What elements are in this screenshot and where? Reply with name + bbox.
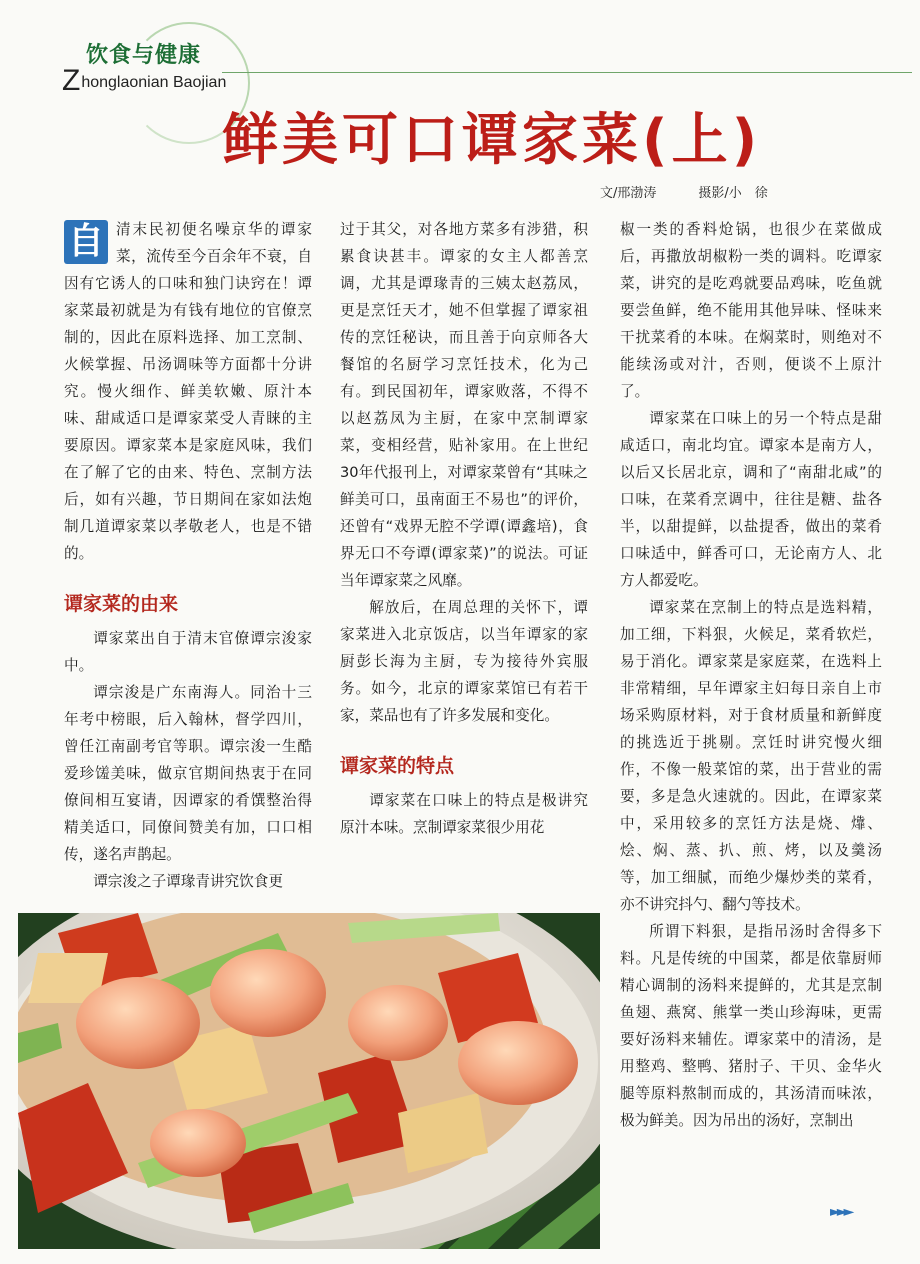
paragraph: 谭家菜在口味上的特点是极讲究原汁本味。烹制谭家菜很少用花 (340, 792, 588, 836)
paragraph: 谭宗浚是广东南海人。同治十三年考中榜眼，后入翰林，督学四川，曾任江南副考官等职。谭宗浚一生酷爱珍馐美味，做京官期间热衷于在同僚间相互宴请，因谭家的肴馔整治得精美适口，同僚间赞美有加，口口相传，遂名声鹊起。 (64, 684, 312, 863)
paragraph: 椒一类的香料炝锅，也很少在菜做成后，再撒放胡椒粉一类的调料。吃谭家菜，讲究的是吃鸡就要品鸡味，吃鱼就要尝鱼鲜，绝不能用其他异味、怪味来干扰菜肴的本味。在焖菜时，则绝对不能续汤或对汁，否则，便谈不上原汁了。 (620, 221, 882, 400)
paragraph: 过于其父，对各地方菜多有涉猎，积累食诀甚丰。谭家的女主人都善烹调，尤其是谭瑑青的三姨太赵荔凤，更是烹饪天才，她不但掌握了谭家祖传的烹饪秘诀，而且善于向京师各大餐馆的名厨学习烹饪技术，化为己有。到民国初年，谭家败落，不得不以赵荔凤为主厨，在家中烹制谭家菜，变相经营，贴补家用。在上世纪30年代报刊上，对谭家菜曾有“其味之鲜美可口，虽南面王不易也”的评价，还曾有“戏界无腔不学谭(谭鑫培)，食界无口不夸谭(谭家菜)”的说法。可证当年谭家菜之风靡。 (340, 221, 588, 589)
section-heading-features: 谭家菜的特点 (340, 755, 455, 777)
paragraph: 所谓下料狠，是指吊汤时舍得多下料。凡是传统的中国菜，都是依靠厨师精心调制的汤料来提鲜的，尤其是烹制鱼翅、燕窝、熊掌一类山珍海味，更需要好汤料来辅佐。谭家菜中的清汤，是用整鸡、整鸭、猪肘子、干贝、金华火腿等原料熬制而成的，其汤清而味浓，极为鲜美。因为吊出的汤好，烹制出 (620, 923, 882, 1129)
intro-paragraph (64, 216, 312, 567)
paragraph: 谭家菜在口味上的另一个特点是甜咸适口，南北均宜。谭家本是南方人，以后又长居北京，调和了“南甜北咸”的口味，在菜肴烹调中，往往是糖、盐各半，以甜提鲜，以盐提香，做出的菜肴口味适中，鲜香可口，无论南方人、北方人都爱吃。 (620, 410, 882, 589)
section-name: 饮食与健康 (86, 43, 202, 68)
paragraph: 谭家菜出自于清末官僚谭宗浚家中。 (64, 630, 312, 674)
pinyin-initial: Z (62, 64, 81, 97)
text-column-2 (340, 216, 588, 841)
text-column-1 (64, 216, 312, 895)
author-credit: 文/邢渤涛 (600, 186, 657, 201)
article-title: 鲜美可口谭家菜(上) (222, 108, 762, 173)
section-name-pinyin (62, 64, 227, 97)
shrimp-dish-photo (18, 913, 600, 1249)
paragraph: 解放后，在周总理的关怀下，谭家菜进入北京饭店，以当年谭家的家厨彭长海为主厨，专为接待外宾服务。如今，北京的谭家菜馆已有若干家，菜品也有了许多发展和变化。 (340, 599, 588, 724)
drop-cap: 自 (64, 220, 108, 264)
continue-arrows: ►►► (830, 1204, 851, 1220)
intro-text: 清末民初便名噪京华的谭家菜，流传至今百余年不衰，自因有它诱人的口味和独门诀窍在！谭家菜最初就是为有钱有地位的官僚烹制的，因此在原料选择、加工烹制、火候掌握、吊汤调味等方面都十分讲究。慢火细作、鲜美软嫩、原汁本味、甜咸适口是谭家菜受人青睐的主要原因。谭家菜本是家庭风味，我们在了解了它的由来、特色、烹制方法后，如有兴趣，节日期间在家如法炮制几道谭家菜以孝敬老人，也是不错的。 (64, 221, 312, 562)
paragraph: 谭宗浚之子谭瑑青讲究饮食更 (93, 873, 283, 890)
paragraph: 谭家菜在烹制上的特点是选料精，加工细，下料狠，火候足，菜肴软烂，易于消化。谭家菜是家庭菜，在选料上非常精细，早年谭家主妇每日亲自上市场采购原材料，对于食材质量和新鲜度的挑选近于挑剔。烹饪时讲究慢火细作，不像一般菜馆的菜，出于营业的需要，多是急火速就的。因此，在谭家菜中，采用较多的烹饪方法是烧、㸆、烩、焖、蒸、扒、煎、烤，以及羹汤等，加工细腻，而绝少爆炒类的菜肴，亦不讲究抖勺、翻勺等技术。 (620, 599, 882, 913)
header-rule (222, 72, 912, 73)
text-column-3 (620, 216, 882, 1134)
section-heading-origin: 谭家菜的由来 (64, 593, 179, 615)
dish-illustration (18, 913, 600, 1249)
byline (600, 182, 890, 201)
pinyin-rest: honglaonian Baojian (81, 74, 227, 91)
photo-credit: 摄影/小 徐 (698, 186, 768, 201)
